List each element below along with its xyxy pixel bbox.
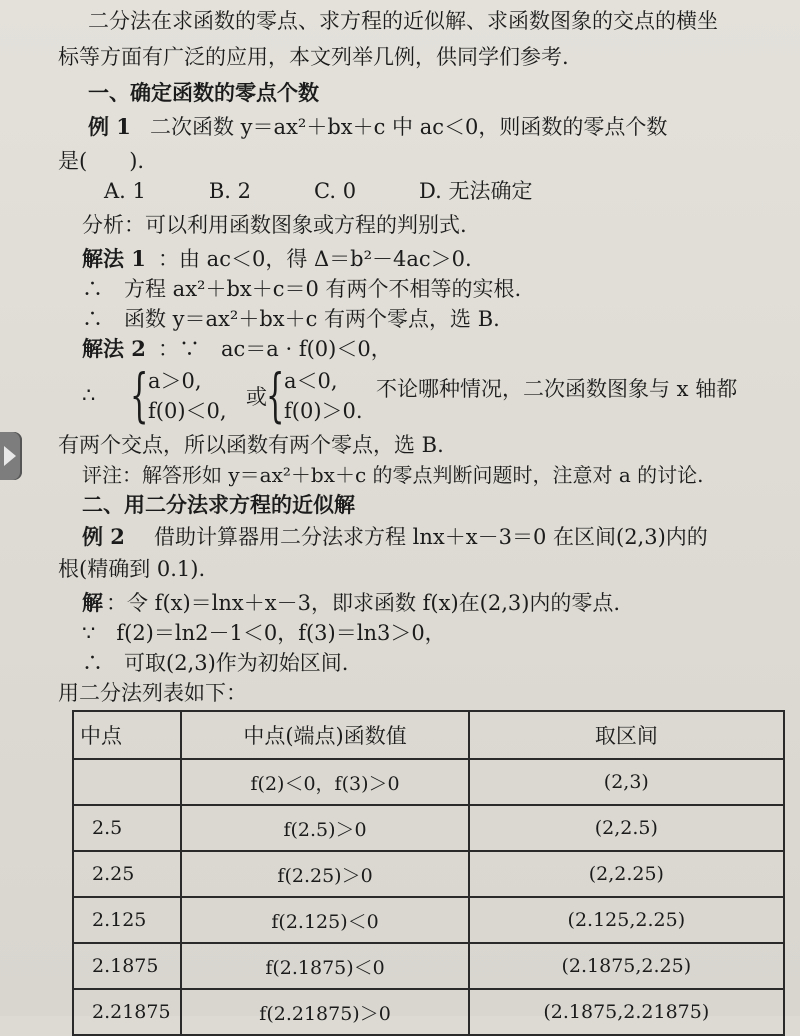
cell-function-value: f(2.21875)＞0 — [181, 989, 468, 1035]
solution-step-2: ∵ f(2)＝ln2－1＜0，f(3)＝ln3＞0， — [82, 621, 446, 645]
example-1-question-end: 是( ). — [58, 149, 145, 173]
cell-interval: (2,3) — [469, 759, 784, 805]
left-brace-icon: { — [130, 361, 149, 429]
cell-midpoint: 2.1875 — [73, 943, 181, 989]
header-midpoint: 中点 — [73, 711, 181, 759]
case-2-bottom: f(0)＞0. — [284, 399, 363, 423]
cell-interval: (2,2.25) — [469, 851, 784, 897]
table-intro: 用二分法列表如下： — [58, 681, 247, 705]
cell-midpoint: 2.21875 — [73, 989, 181, 1035]
solution-2-conclusion: 有两个交点，所以函数有两个零点，选 B. — [58, 433, 444, 457]
solution-1-label: 解法 1 — [82, 246, 146, 271]
solution-step-1: ：令 f(x)＝lnx＋x－3，即求函数 f(x)在(2,3)内的零点. — [106, 591, 621, 615]
example-2-label: 例 2 — [82, 524, 125, 549]
left-brace-icon: { — [266, 361, 285, 429]
header-interval: 取区间 — [469, 711, 784, 759]
cell-midpoint: 2.25 — [73, 851, 181, 897]
cell-interval: (2.1875,2.21875) — [469, 989, 784, 1035]
case-2-top: a＜0, — [284, 369, 338, 393]
intro-line-2: 标等方面有广泛的应用，本文列举几例，供同学们参考. — [58, 45, 569, 69]
solution-1-conclusion: ∴ 函数 y＝ax²＋bx＋c 有两个零点，选 B. — [82, 307, 500, 331]
solution-label: 解 — [82, 590, 103, 615]
solution-step-3: ∴ 可取(2,3)作为初始区间. — [82, 651, 349, 675]
cell-function-value: f(2)＜0，f(3)＞0 — [181, 759, 468, 805]
therefore-symbol: ∴ — [82, 383, 96, 407]
example-1-question: 二次函数 y＝ax²＋bx＋c 中 ac＜0，则函数的零点个数 — [150, 115, 668, 139]
cell-interval: (2.1875,2.25) — [469, 943, 784, 989]
example-2-question: 借助计算器用二分法求方程 lnx＋x－3＝0 在区间(2,3)内的 — [154, 525, 708, 549]
cell-midpoint — [73, 759, 181, 805]
section-heading-1: 一、确定函数的零点个数 — [88, 80, 319, 105]
case-1-bottom: f(0)＜0, — [148, 399, 227, 423]
cell-function-value: f(2.1875)＜0 — [181, 943, 468, 989]
answer-options: A. 1 B. 2 C. 0 D. 无法确定 — [104, 179, 533, 203]
header-function-value: 中点(端点)函数值 — [181, 711, 468, 759]
section-heading-2: 二、用二分法求方程的近似解 — [82, 492, 355, 517]
table-header-row — [73, 711, 784, 759]
case-1-top: a＞0, — [148, 369, 202, 393]
cell-midpoint: 2.125 — [73, 897, 181, 943]
cell-interval: (2,2.5) — [469, 805, 784, 851]
solution-2-label: 解法 2 — [82, 336, 146, 361]
cell-function-value: f(2.125)＜0 — [181, 897, 468, 943]
intro-line-1: 二分法在求函数的零点、求方程的近似解、求函数图象的交点的横坐 — [88, 9, 718, 33]
solution-2-remark: 不论哪种情况，二次函数图象与 x 轴都 — [376, 377, 738, 401]
solution-2-step: ：∵ ac＝a · f(0)＜0， — [158, 337, 392, 361]
table-row — [73, 759, 784, 805]
solution-1-step: ：由 ac＜0，得 Δ＝b²－4ac＞0. — [158, 247, 472, 271]
case-system-1 — [130, 361, 260, 432]
table-row — [73, 943, 784, 989]
table-row — [73, 805, 784, 851]
solution-1-roots: ∴ 方程 ax²＋bx＋c＝0 有两个不相等的实根. — [82, 277, 522, 301]
cell-function-value: f(2.25)＞0 — [181, 851, 468, 897]
case-system-2 — [266, 361, 376, 432]
cell-interval: (2.125,2.25) — [469, 897, 784, 943]
example-2-question-end: 根(精确到 0.1). — [58, 557, 206, 581]
cell-midpoint: 2.5 — [73, 805, 181, 851]
table-row — [73, 897, 784, 943]
table-row — [73, 989, 784, 1035]
example-1-label: 例 1 — [88, 114, 131, 139]
table-row — [73, 851, 784, 897]
comment-text: 评注：解答形如 y＝ax²＋bx＋c 的零点判断问题时，注意对 a 的讨论. — [82, 463, 704, 487]
bisection-table — [72, 710, 785, 1036]
analysis-text: 分析：可以利用函数图象或方程的判别式. — [82, 213, 467, 237]
or-text: 或 — [246, 385, 267, 409]
page-tab-icon[interactable] — [0, 432, 22, 480]
cell-function-value: f(2.5)＞0 — [181, 805, 468, 851]
